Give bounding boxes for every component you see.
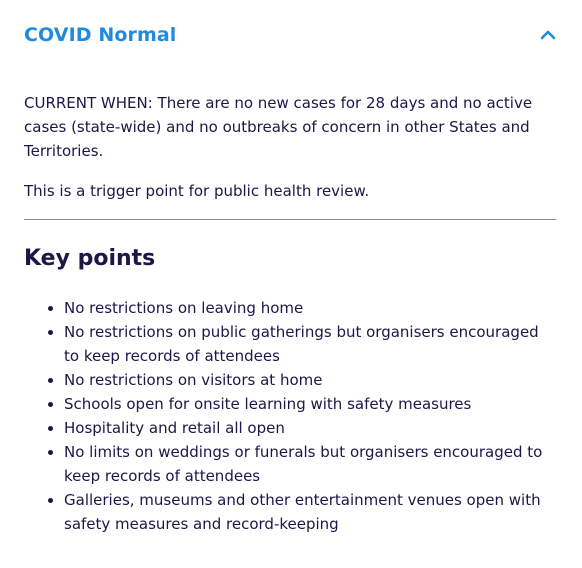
trigger-note-text: This is a trigger point for public health review. [24, 182, 370, 200]
current-when-text: CURRENT WHEN: There are no new cases for 28 days and no active cases (state-wide) and no outbreaks of concern in other States and Territories. [24, 94, 533, 160]
list-item: • Galleries, museums and other entertainment venues open with safety measures and record-keeping [64, 488, 556, 536]
key-points-heading: Key points [24, 246, 156, 271]
list-item: • Schools open for onsite learning with safety measures [64, 392, 556, 416]
key-points-list [24, 296, 556, 536]
accordion-title: COVID Normal [24, 24, 177, 46]
divider [24, 219, 556, 220]
chevron-up-icon[interactable] [538, 25, 558, 45]
list-item: • No limits on weddings or funerals but organisers encouraged to keep records of attendees [64, 440, 556, 488]
list-item: • No restrictions on visitors at home [64, 368, 556, 392]
list-item: • No restrictions on leaving home [64, 296, 556, 320]
list-item: • Hospitality and retail all open [64, 416, 556, 440]
list-item: • No restrictions on public gatherings but organisers encouraged to keep records of attendees [64, 320, 556, 368]
accordion-toggle[interactable] [24, 18, 556, 52]
